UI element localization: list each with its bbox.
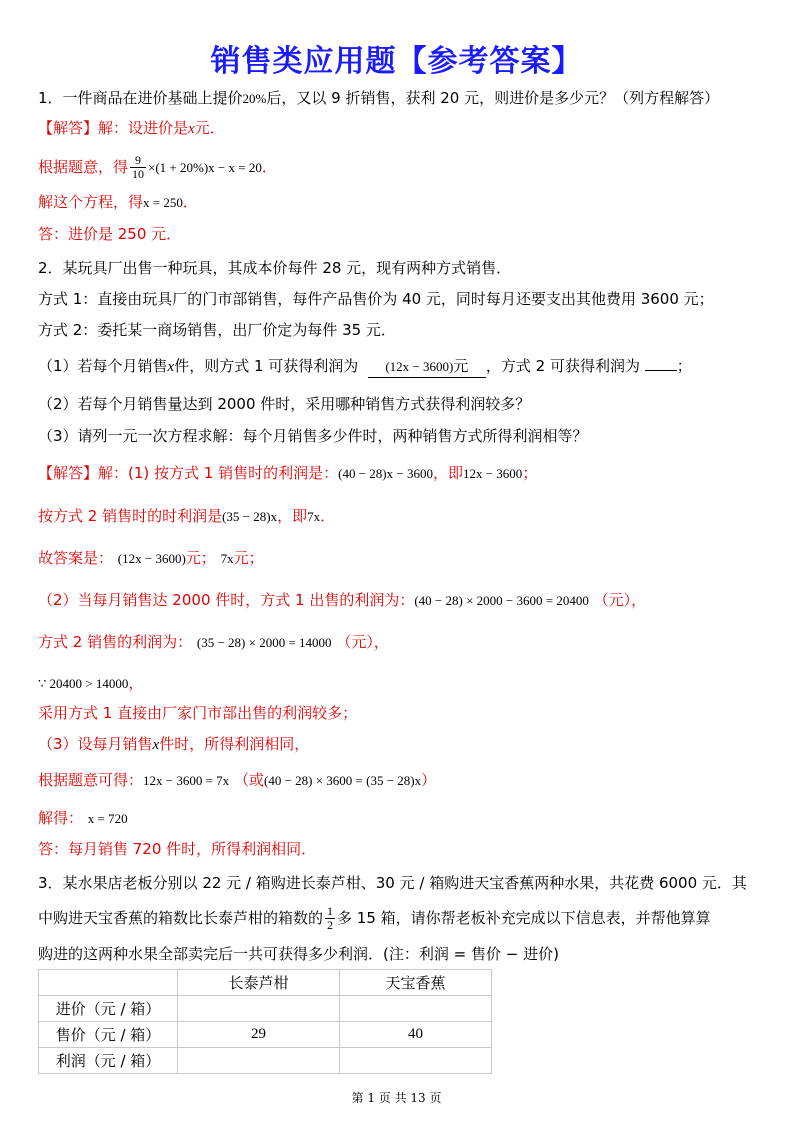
q1-equation-line: [38, 150, 277, 184]
q2-sol-6: [38, 673, 143, 694]
table-cell: [340, 1048, 492, 1074]
q1-solve-lead: 解这个方程，得: [38, 193, 144, 211]
q2-s6-eq: ∵ 20400 > 14000: [38, 676, 129, 691]
q1-text-b: 后，又以 9 折销售，获利 20 元，则进价是多少元？（列方程解答）: [266, 89, 720, 107]
q2-sol-4: [38, 590, 646, 611]
q2-way1: 方式 1：直接由玩具厂的门市部销售，每件产品售价为 40 元，同时每月还要支出其他费用 3600 元；: [38, 290, 714, 308]
q2-p1-text-d: ；: [676, 357, 692, 375]
table-header-row: [39, 970, 492, 996]
q2-sol-9: [38, 770, 436, 791]
q2-p1-fill: (12x − 3600): [385, 359, 454, 374]
q2-s2-text-c: ．: [320, 507, 336, 525]
q1-text-a: 1．一件商品在进价基础上提价: [38, 89, 243, 107]
q2-s3-text-b: 元；: [185, 549, 216, 567]
q2-s1-text-a: 解：(1) 按方式 1 销售时的利润是：: [98, 464, 339, 482]
q2-sol-1: [38, 463, 537, 484]
page-footer: 第 1 页 共 13 页: [351, 1091, 442, 1105]
q1-solve-line: [38, 192, 198, 213]
table-header-cell: [39, 970, 178, 996]
q2-sol-5: [38, 632, 389, 653]
q2-p1-blank-1: [368, 356, 486, 378]
q3-frac-den: 2: [327, 918, 334, 932]
q2-s9-eq1: 12x − 3600 = 7x: [143, 773, 230, 788]
table-header-cell: 天宝香蕉: [340, 970, 492, 996]
q2-s6-text: ，: [128, 674, 144, 692]
table-row: [39, 996, 492, 1022]
q2-s5-eq: (35 − 28) × 2000 = 14000: [196, 635, 332, 650]
table-cell: [340, 996, 492, 1022]
q2-s10-text: 解得：: [38, 809, 84, 827]
q2-part1: [38, 356, 692, 378]
table-row: [39, 1022, 492, 1048]
q1-final-answer: 答：进价是 250 元．: [38, 225, 182, 243]
table-cell: 29: [178, 1022, 340, 1048]
q1-frac-den: 10: [132, 167, 145, 181]
q2-way2: 方式 2：委托某一商场销售，出厂价定为每件 35 元．: [38, 321, 396, 339]
q2-s2-eq1: (35 − 28)x: [222, 509, 278, 524]
q2-s8-var: x: [152, 737, 160, 753]
q2-p1-text-b: 件，则方式 1 可获得利润为: [174, 357, 359, 375]
q2-s1-eq1: (40 − 28)x − 3600: [338, 466, 433, 481]
q2-p1-var: x: [167, 359, 175, 375]
q2-s5-text-b: （元），: [336, 633, 389, 651]
table-row-label: 进价（元 / 箱）: [39, 996, 178, 1022]
q1-frac-num: 9: [130, 154, 146, 168]
q1-statement: [38, 88, 719, 109]
q1-equation: ×(1 + 20%)x − x = 20: [148, 160, 262, 175]
q2-sol-8: [38, 734, 309, 755]
page-title: 销售类应用题【参考答案】: [210, 44, 583, 79]
q2-p1-text-c: ，方式 2 可获得利润为: [485, 357, 640, 375]
q2-sol-10: [38, 808, 128, 829]
table-cell: [178, 1048, 340, 1074]
table-header-cell: 长泰芦柑: [178, 970, 340, 996]
q1-eq-lead: 根据题意，得: [38, 158, 129, 176]
q2-s1-text-b: ，即: [432, 464, 463, 482]
q1-fraction: [130, 154, 146, 181]
q2-sol-3: [38, 548, 264, 569]
q2-sol-7: 采用方式 1 直接由厂家门市部出售的利润较多；: [38, 704, 358, 722]
table-cell: [178, 996, 340, 1022]
q2-s3-eq2: 7x: [220, 551, 234, 566]
q2-intro: 2．某玩具厂出售一种玩具，其成本价每件 28 元，现有两种方式销售．: [38, 259, 512, 277]
q2-part2: （2）若每个月销售量达到 2000 件时，采用哪种销售方式获得利润较多？: [38, 395, 531, 413]
q2-s9-text-b: （或: [233, 771, 264, 789]
q2-s1-text-c: ；: [522, 464, 538, 482]
q2-p1-blank-2: [645, 370, 677, 371]
q1-percent: 20%: [242, 91, 267, 106]
table-row-label: 利润（元 / 箱）: [39, 1048, 178, 1074]
q2-s2-text-a: 按方式 2 销售时的时利润是: [38, 507, 223, 525]
q2-p1-unit: 元: [453, 357, 469, 375]
q1-var: x: [188, 121, 195, 137]
info-table: [38, 969, 492, 1074]
q2-s8-text-a: （3）设每月销售: [38, 735, 153, 753]
q2-s3-text-a: 故答案是：: [38, 549, 114, 567]
answer-tag: 【解答】: [38, 119, 99, 137]
q1-eq-end: ．: [261, 158, 277, 176]
q1-solve-end: ．: [182, 193, 198, 211]
q2-s4-eq: (40 − 28) × 2000 − 3600 = 20400: [414, 593, 589, 608]
q3-l2-text-a: 中购进天宝香蕉的箱数比长泰芦柑的箱数的: [38, 909, 324, 927]
q2-s2-text-b: ，即: [277, 507, 308, 525]
q2-s1-eq2: 12x − 3600: [462, 466, 523, 481]
q3-frac-num: 1: [327, 904, 334, 918]
q1-answer-intro: [38, 118, 225, 139]
q2-s3-text-c: 元；: [233, 549, 264, 567]
q2-s4-text-b: （元），: [593, 591, 647, 609]
q2-final-answer: 答：每月销售 720 件时，所得利润相同．: [38, 840, 317, 858]
table-row: [39, 1048, 492, 1074]
table-cell: 40: [340, 1022, 492, 1048]
q2-s2-eq2: 7x: [307, 509, 321, 524]
q2-s9-eq2: (40 − 28) × 3600 = (35 − 28)x: [263, 773, 422, 788]
answer-tag: 【解答】: [38, 464, 99, 482]
q2-s10-eq: x = 720: [87, 811, 128, 826]
q1-solve-eq: x = 250: [143, 195, 183, 210]
q3-line-1: 3．某水果店老板分别以 22 元 / 箱购进长泰芦柑、30 元 / 箱购进天宝香蕉两种水果，共花费 6000 元．其: [38, 874, 747, 892]
q3-fraction: [325, 905, 335, 932]
q2-s5-text-a: 方式 2 销售的利润为：: [38, 633, 193, 651]
q1-ans-text-b: 元．: [194, 119, 225, 137]
q2-p1-text-a: （1）若每个月销售: [38, 357, 168, 375]
q2-s8-text-b: 件时，所得利润相同，: [159, 735, 310, 753]
q1-ans-text: 解：设进价是: [98, 119, 189, 137]
table-row-label: 售价（元 / 箱）: [39, 1022, 178, 1048]
q2-sol-2: [38, 506, 335, 527]
q3-l2-text-b: 多 15 箱，请你帮老板补充完成以下信息表，并帮他算算: [337, 909, 711, 927]
q3-line-2: [38, 900, 711, 936]
q2-s3-eq1: (12x − 3600): [117, 551, 186, 566]
q2-part3: （3）请列一元一次方程求解：每个月销售多少件时，两种销售方式所得利润相等？: [38, 427, 588, 445]
q3-line-3: 购进的这两种水果全部卖完后一共可获得多少利润．(注：利润 = 售价 − 进价): [38, 945, 559, 963]
q2-s9-text-c: ）: [421, 771, 437, 789]
q2-s9-text-a: 根据题意可得：: [38, 771, 144, 789]
q2-s4-text-a: （2）当每月销售达 2000 件时，方式 1 出售的利润为：: [38, 591, 415, 609]
